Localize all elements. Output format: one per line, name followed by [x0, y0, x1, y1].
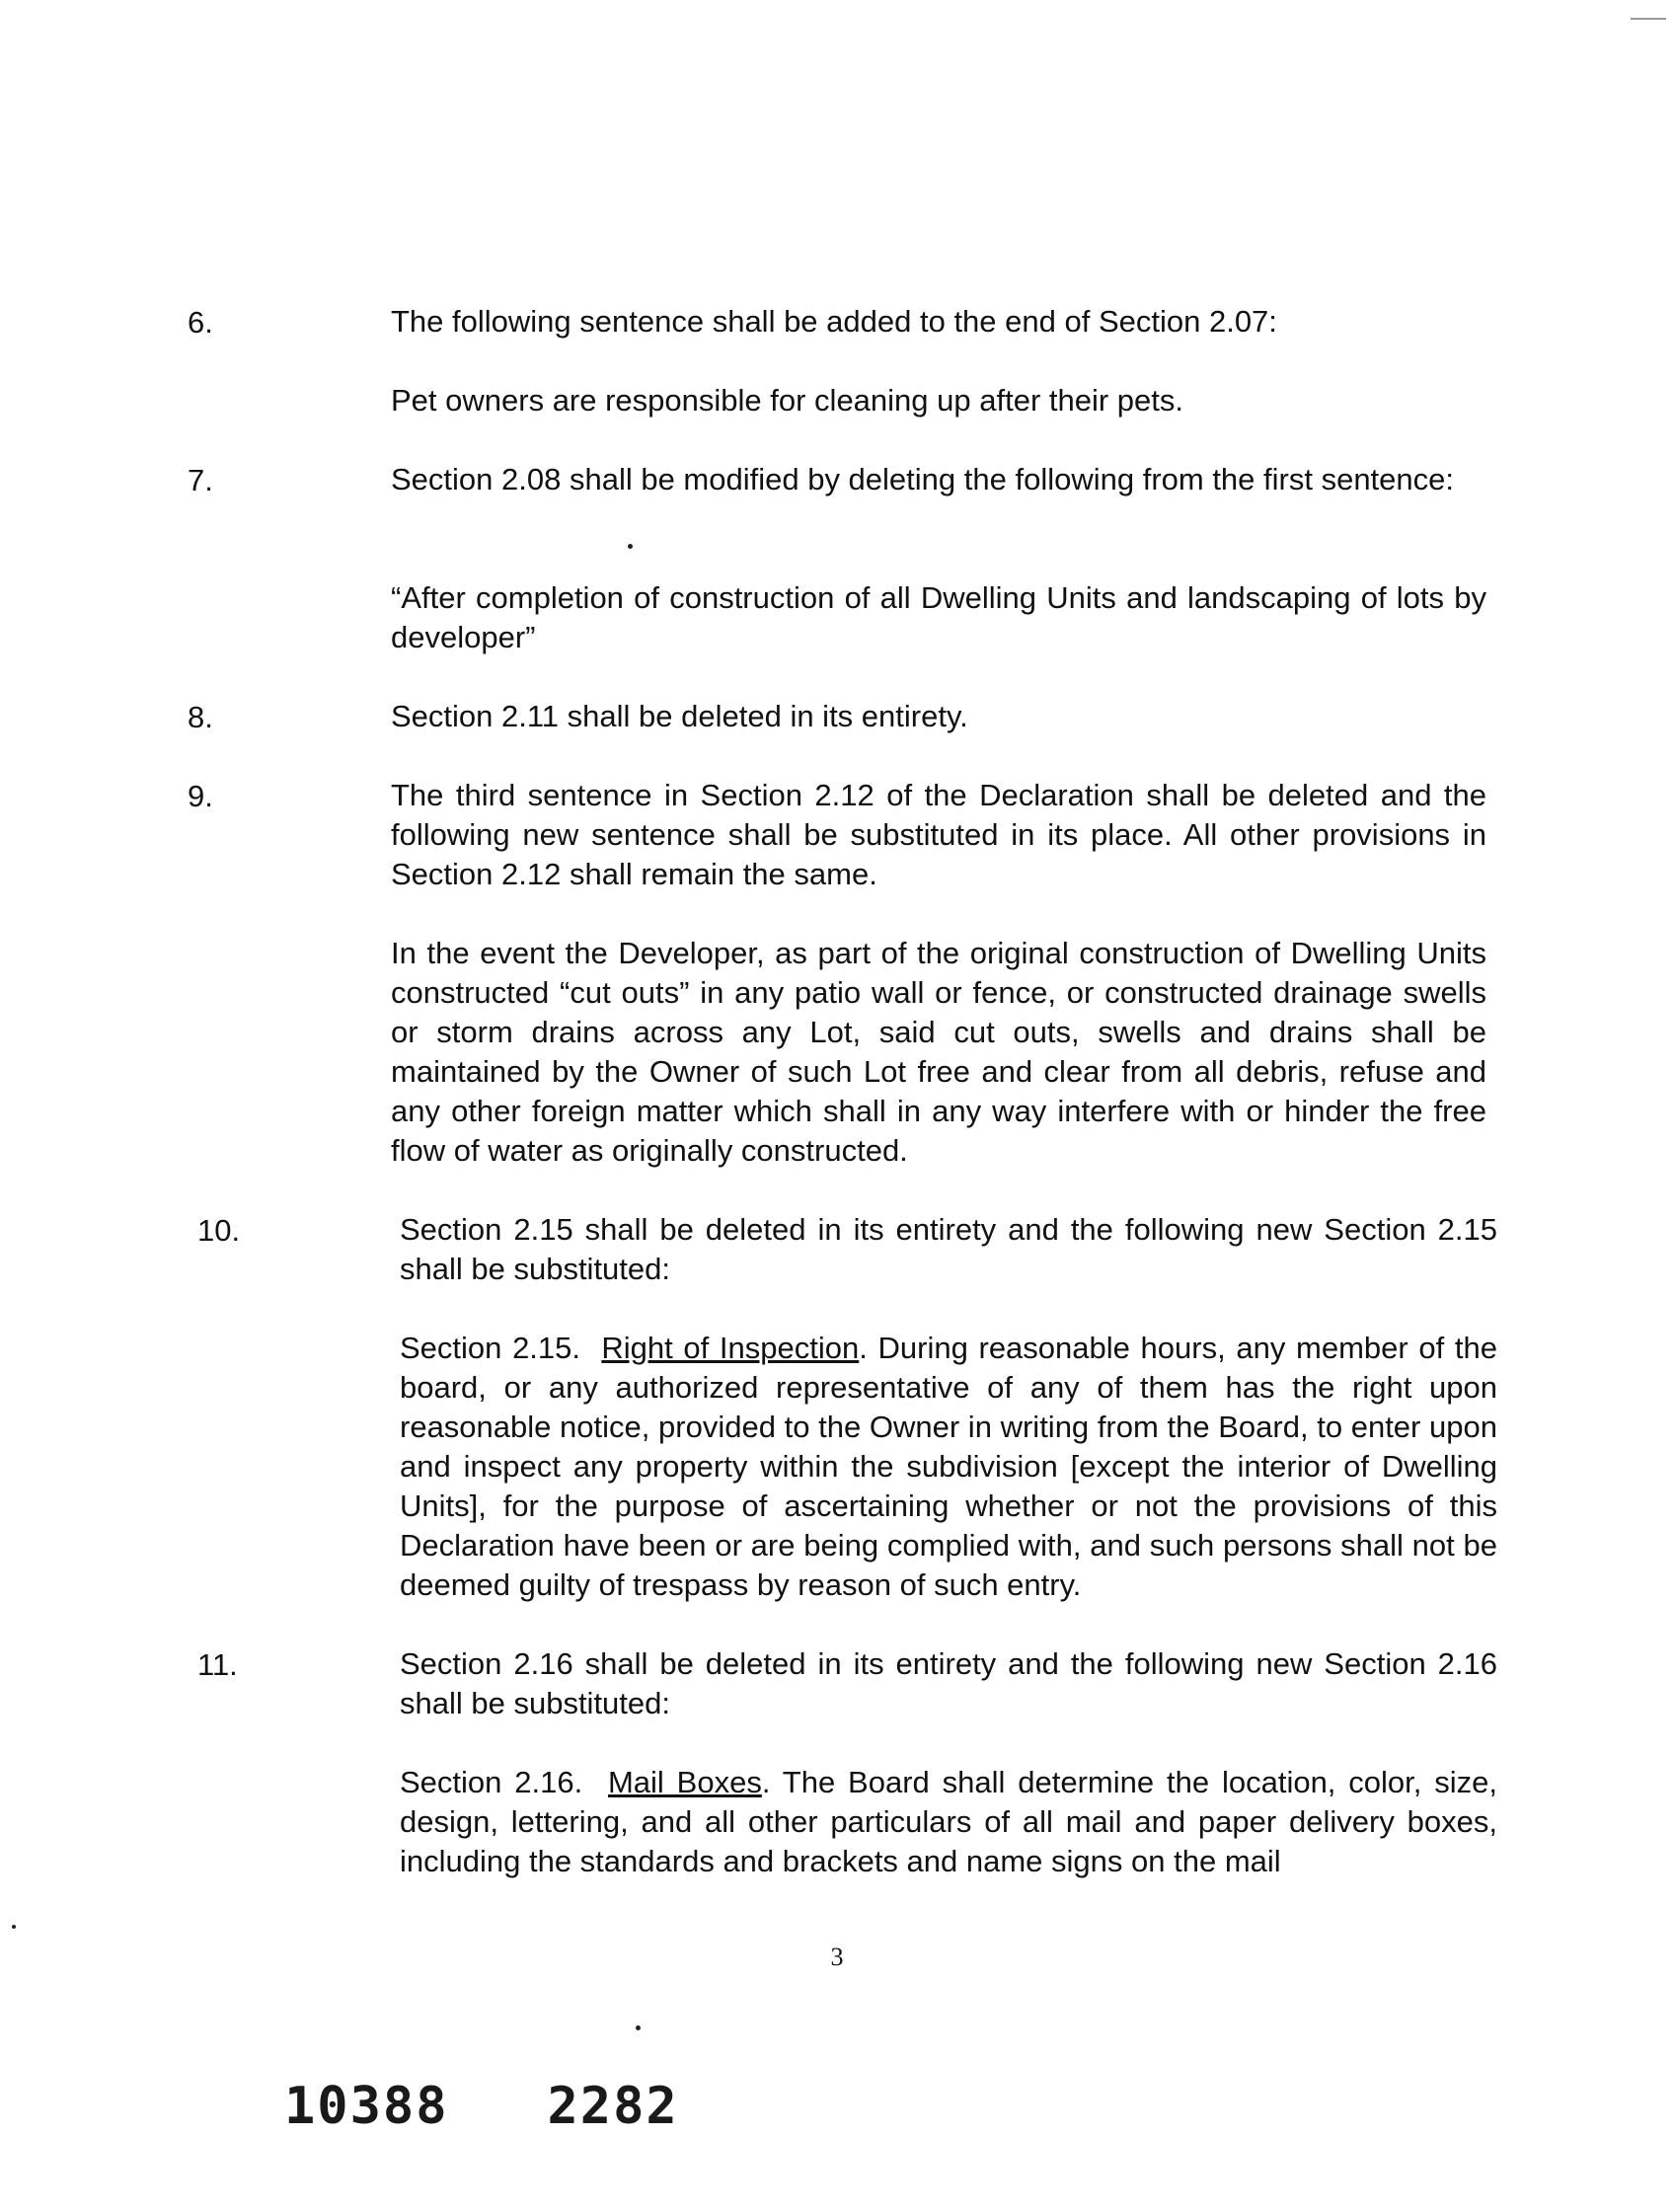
- scan-speck: [12, 1925, 16, 1929]
- recording-stamp: 10388 2282: [284, 2077, 679, 2136]
- section-2-15-body: . During reasonable hours, any member of the board, or any authorized representative of any of them has the right upon reasonable notice, provided to the Owner in writing from the Board, to enter upon and inspect any property within the subdivision [except the interior of Dwelling Units], for the purpose of ascertaining whether or not the provisions of this Declaration have been or are being complied with, and such persons shall not be deemed guilty of trespass by reason of such entry.: [400, 1331, 1497, 1602]
- item-sub-6: Pet owners are responsible for cleaning up after their pets.: [391, 383, 1184, 418]
- item-number-11: 11.: [197, 1647, 238, 1682]
- section-2-16-body: . The Board shall determine the location, color, size, design, lettering, and all other particulars of all mail and paper delivery boxes, including the standards and brackets and name signs on the mail: [400, 1765, 1497, 1878]
- scan-speck: [636, 2025, 641, 2030]
- item-number-8: 8.: [188, 700, 213, 734]
- item-text-7: Section 2.08 shall be modified by deleting the following from the first sentence:: [391, 462, 1455, 496]
- section-2-15-heading: Right of Inspection: [601, 1331, 860, 1365]
- scan-speck: [628, 544, 633, 549]
- item-text-10: Section 2.15 shall be deleted in its entirety and the following new Section 2.15 shall be substituted:: [400, 1212, 1497, 1286]
- item-number-10: 10.: [197, 1213, 241, 1248]
- page-number: 3: [830, 1943, 844, 1971]
- item-text-6: The following sentence shall be added to the end of Section 2.07:: [391, 304, 1277, 339]
- item-number-9: 9.: [188, 779, 213, 813]
- item-text-11: Section 2.16 shall be deleted in its entirety and the following new Section 2.16 shall be substituted:: [400, 1646, 1497, 1720]
- section-2-16-prefix: Section 2.16.: [400, 1765, 583, 1799]
- scan-mark: [1631, 18, 1666, 20]
- item-text-8: Section 2.11 shall be deleted in its entirety.: [391, 699, 968, 733]
- item-number-7: 7.: [188, 463, 213, 497]
- section-2-16-heading: Mail Boxes: [607, 1765, 762, 1799]
- item-text-9: The third sentence in Section 2.12 of the Declaration shall be deleted and the following new sentence shall be substituted in its place. All other provisions in Section 2.12 shall remain the same.: [391, 778, 1486, 891]
- item-sub-10: [400, 1329, 1497, 1605]
- item-sub-9: In the event the Developer, as part of the original construction of Dwelling Units constructed “cut outs” in any patio wall or fence, or constructed drainage swells or storm drains across any Lot, said cut outs, swells and drains shall be maintained by the Owner of such Lot free and clear from all debris, refuse and any other foreign matter which shall in any way interfere with or hinder the free flow of water as originally constructed.: [391, 936, 1486, 1168]
- item-sub-7: “After completion of construction of all Dwelling Units and landscaping of lots by developer”: [391, 580, 1486, 654]
- item-sub-11: [400, 1763, 1497, 1881]
- item-number-6: 6.: [188, 305, 213, 340]
- section-2-15-prefix: Section 2.15.: [400, 1331, 581, 1365]
